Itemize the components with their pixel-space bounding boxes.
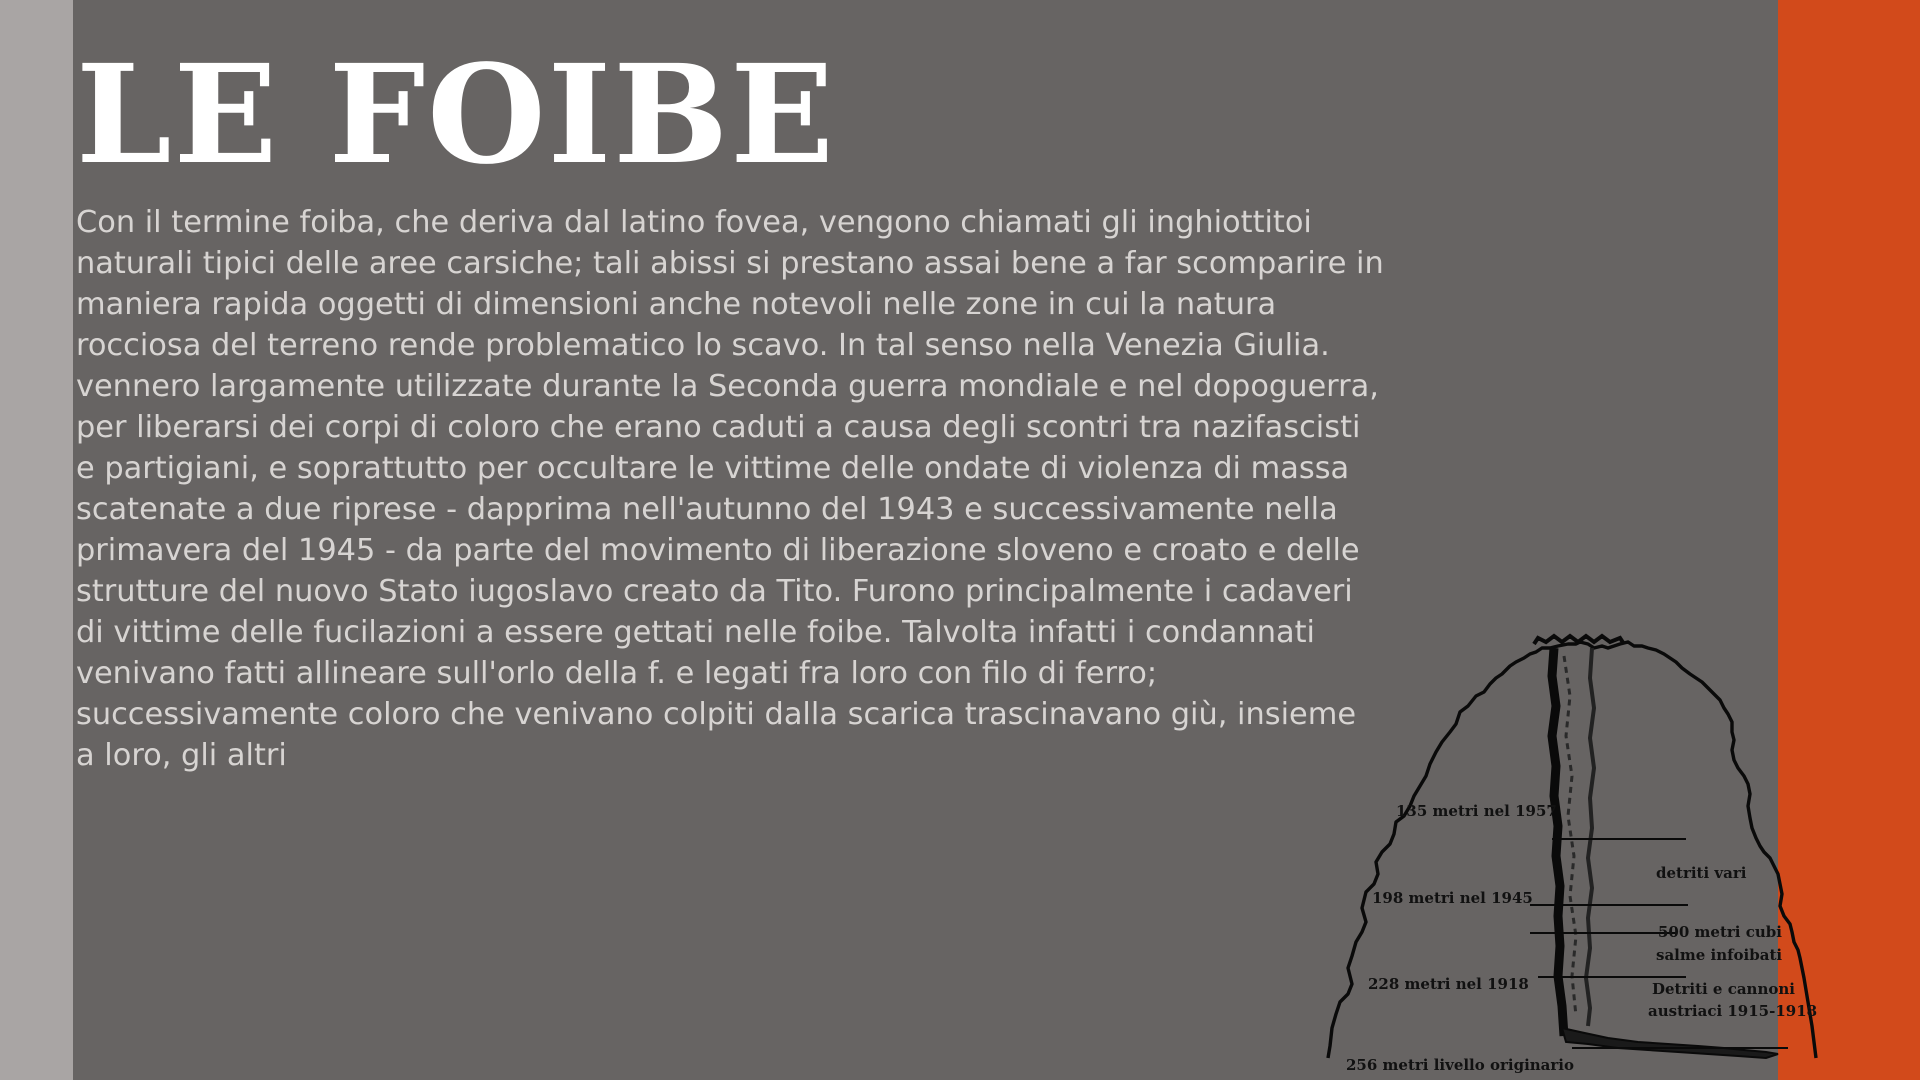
shaft-wall-right <box>1586 648 1594 1026</box>
foiba-cross-section-diagram <box>1318 596 1838 1080</box>
body-line: di vittime delle fucilazioni a essere gettati nelle foibe. Talvolta infatti i condannati <box>76 615 1315 650</box>
depth-label-original: 256 metri livello originario <box>1346 1056 1575 1074</box>
body-line: successivamente coloro che venivano colpiti dalla scarica trascinavano giù, insieme <box>76 697 1357 732</box>
depth-label-1918: 228 metri nel 1918 <box>1368 975 1529 993</box>
bottom-sediment <box>1562 1028 1778 1058</box>
content-label-debris: detriti vari <box>1656 864 1747 882</box>
body-line: vennero largamente utilizzate durante la Seconda guerra mondiale e nel dopoguerra, <box>76 369 1379 404</box>
body-line: scatenate a due riprese - dapprima nell'autunno del 1943 e successivamente nella <box>76 492 1338 527</box>
body-line: venivano fatti allineare sull'orlo della f. e legati fra loro con filo di ferro; <box>76 656 1158 691</box>
slide-title: LE FOIBE <box>76 35 836 195</box>
body-line: Con il termine foiba, che deriva dal latino fovea, vengono chiamati gli inghiottitoi <box>76 205 1312 240</box>
foiba-rim <box>1534 636 1624 644</box>
body-line: naturali tipici delle aree carsiche; tali abissi si prestano assai bene a far scomparire in <box>76 246 1384 281</box>
body-paragraph <box>76 202 1466 776</box>
shaft-texture <box>1564 656 1576 1016</box>
left-decorative-strip <box>0 0 73 1080</box>
depth-label-1957: 135 metri nel 1957 <box>1396 802 1557 820</box>
content-label-cannons: Detriti e cannoni <box>1652 980 1795 998</box>
body-line: primavera del 1945 - da parte del movimento di liberazione sloveno e croato e delle <box>76 533 1360 568</box>
body-line: strutture del nuovo Stato iugoslavo creato da Tito. Furono principalmente i cadaveri <box>76 574 1353 609</box>
content-label-years: austriaci 1915-1918 <box>1648 1002 1818 1020</box>
content-label-volume: 500 metri cubi <box>1658 923 1782 941</box>
body-line: per liberarsi dei corpi di coloro che erano caduti a causa degli scontri tra nazifascisti <box>76 410 1361 445</box>
body-line: rocciosa del terreno rende problematico lo scavo. In tal senso nella Venezia Giulia. <box>76 328 1330 363</box>
depth-label-1945: 198 metri nel 1945 <box>1372 889 1533 907</box>
content-label-victims: salme infoibati <box>1656 946 1783 964</box>
body-line: e partigiani, e soprattutto per occultare le vittime delle ondate di violenza di massa <box>76 451 1350 486</box>
body-line: a loro, gli altri <box>76 738 287 773</box>
body-line: maniera rapida oggetti di dimensioni anche notevoli nelle zone in cui la natura <box>76 287 1277 322</box>
